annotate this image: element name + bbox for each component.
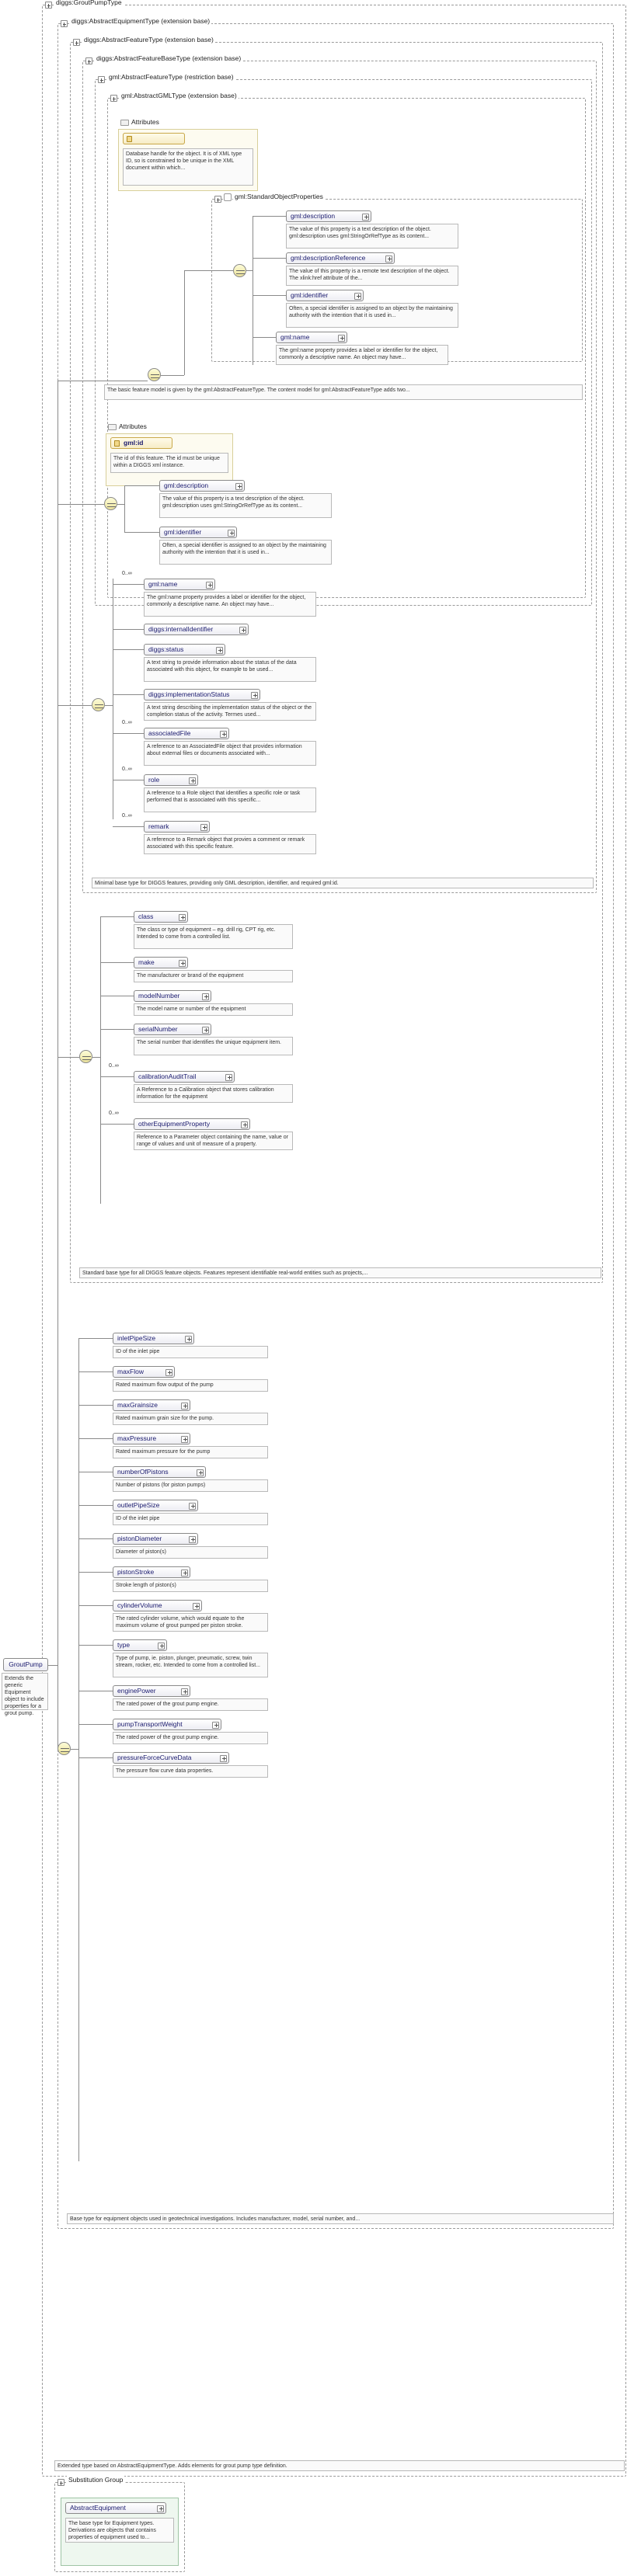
element-make-doc: The manufacturer or brand of the equipment — [134, 970, 293, 982]
group-label-abstract-equipment-type: diggs:AbstractEquipmentType (extension base) — [71, 17, 211, 25]
expand-icon[interactable] — [235, 483, 242, 490]
expand-icon[interactable] — [165, 1369, 172, 1376]
expand-icon[interactable] — [181, 1436, 188, 1443]
element-outlet-pipe-size-doc: ID of the inlet pipe — [113, 1513, 268, 1525]
expander-abstract-feature-base-type[interactable] — [85, 57, 92, 64]
footer-abstract-equipment-type: Base type for equipment objects used in geotechnical investigations. Includes manufacturer, model, serial number, and... — [67, 2213, 614, 2224]
element-max-grainsize-doc: Rated maximum grain size for the pump. — [113, 1413, 268, 1425]
expander-abstract-feature-type[interactable] — [73, 39, 80, 46]
group-label-abstract-feature-type: diggs:AbstractFeatureType (extension base) — [84, 36, 214, 43]
sequence-connector-grout-pump — [57, 1742, 71, 1755]
expand-icon[interactable] — [220, 1755, 227, 1762]
expand-icon[interactable] — [202, 1027, 209, 1034]
expand-icon[interactable] — [197, 1469, 204, 1476]
occurrence-role: 0..∞ — [122, 767, 132, 772]
connector-line — [113, 649, 144, 650]
expander-standard-object-properties[interactable] — [214, 196, 221, 203]
connector-line — [78, 1438, 113, 1439]
connector-line — [246, 270, 253, 271]
expander-substitution-group[interactable] — [57, 2479, 64, 2486]
element-max-flow[interactable]: maxFlow — [113, 1366, 175, 1378]
element-max-grainsize[interactable]: maxGrainsize — [113, 1399, 190, 1411]
element-gml-name-sop[interactable]: gml:name — [276, 332, 347, 343]
connector-line — [100, 916, 101, 1204]
connector-line — [113, 584, 144, 585]
expand-icon[interactable] — [220, 731, 227, 738]
connector-line — [124, 532, 159, 533]
element-class[interactable]: class — [134, 911, 188, 923]
expand-icon[interactable] — [181, 1688, 188, 1695]
connector-line — [78, 1538, 113, 1539]
footer-grout-pump-type: Extended type based on AbstractEquipmentType. Adds elements for grout pump type definition. — [54, 2460, 625, 2471]
expand-icon[interactable] — [193, 1603, 200, 1610]
element-outlet-pipe-size[interactable]: outletPipeSize — [113, 1500, 198, 1511]
occurrence-other-equipment-property: 0..∞ — [109, 1111, 119, 1116]
icon-group-standard-object-properties — [224, 193, 232, 201]
element-cylinder-volume[interactable]: cylinderVolume — [113, 1600, 202, 1611]
expand-icon[interactable] — [225, 1074, 232, 1081]
expand-icon[interactable] — [185, 1336, 192, 1343]
connector-line — [253, 216, 286, 217]
element-serial-number-doc: The serial number that identifies the unique equipment item. — [134, 1037, 293, 1055]
expand-icon[interactable] — [241, 1121, 248, 1128]
element-max-flow-doc: Rated maximum flow output of the pump — [113, 1379, 268, 1392]
sequence-connector-diggs-feature — [92, 698, 105, 711]
element-other-equipment-property[interactable]: otherEquipmentProperty — [134, 1118, 250, 1130]
element-calibration-audit-trail-doc: A Reference to a Calibration object that stores calibration information for the equipment — [134, 1084, 293, 1103]
connector-line — [253, 258, 286, 259]
footer-abstract-feature-base-type: Minimal base type for DIGGS features, providing only GML description, identifier, and required gml:id. — [92, 878, 594, 888]
expander-grout-pump-type[interactable] — [45, 2, 52, 9]
connector-line — [57, 705, 92, 706]
element-class-doc: The class or type of equipment – eg. drill rig, CPT rig, etc. Intended to come from a controlled list. — [134, 924, 293, 949]
connector-line — [100, 1124, 134, 1125]
occurrence-calibration-audit-trail: 0..∞ — [109, 1063, 119, 1069]
element-number-of-pistons[interactable]: numberOfPistons — [113, 1466, 206, 1478]
expand-icon[interactable] — [157, 2505, 164, 2512]
expand-icon[interactable] — [354, 293, 361, 300]
element-gml-description-reference[interactable]: gml:descriptionReference — [286, 252, 395, 264]
expander-gml-abstract-gml-type[interactable] — [110, 95, 117, 102]
connector-line — [78, 1371, 113, 1372]
expand-icon[interactable] — [206, 582, 213, 589]
sequence-connector-standard-object-properties — [233, 264, 246, 277]
connector-line — [100, 1076, 134, 1077]
element-associated-file[interactable]: associatedFile — [144, 728, 229, 739]
root-node-grout-pump[interactable]: GroutPump — [3, 1658, 48, 1671]
element-cylinder-volume-doc: The rated cylinder volume, which would equate to the maximum volume of grout pumped per piston stroke. — [113, 1613, 268, 1632]
element-gml-description-sop[interactable]: gml:description — [286, 210, 371, 222]
expander-abstract-equipment-type[interactable] — [61, 20, 68, 27]
folder-icon — [108, 424, 117, 430]
element-pump-transport-weight[interactable]: pumpTransportWeight — [113, 1719, 221, 1730]
expand-icon[interactable] — [251, 692, 258, 699]
element-abstract-equipment-doc: The base type for Equipment types. Derivations are objects that contains properties of equipment used to... — [65, 2518, 174, 2543]
expand-icon[interactable] — [179, 914, 186, 921]
element-role-doc: A reference to a Role object that identifies a specific role or task performed that is associated with this specific... — [144, 787, 316, 812]
element-role[interactable]: role — [144, 774, 198, 786]
connector-line — [100, 916, 134, 917]
element-piston-diameter[interactable]: pistonDiameter — [113, 1533, 198, 1545]
expand-icon[interactable] — [181, 1403, 188, 1410]
element-pump-transport-weight-doc: The rated power of the grout pump engine. — [113, 1732, 268, 1744]
connector-line — [184, 270, 233, 271]
element-gml-identifier-sop-doc: Often, a special identifier is assigned to an object by the maintaining authority with the intention that it is used in... — [286, 303, 458, 328]
sequence-connector-feature-base — [104, 497, 117, 510]
element-diggs-status-doc: A text string to provide information about the status of the data associated with this object, for example to be used... — [144, 657, 316, 682]
expand-icon[interactable] — [239, 627, 246, 634]
connector-line — [78, 1645, 113, 1646]
element-diggs-implementation-status-doc: A text string describing the implementation status of the object or the completion status of the activity. Termes used... — [144, 702, 316, 721]
element-gml-description-reference-doc: The value of this property is a remote text description of the object. The xlink:href attribute of the... — [286, 266, 458, 286]
group-label-standard-object-properties: gml:StandardObjectProperties — [235, 193, 323, 200]
element-inlet-pipe-size[interactable]: inletPipeSize — [113, 1333, 194, 1344]
element-other-equipment-property-doc: Reference to a Parameter object containing the name, value or range of values and unit of measure of a property. — [134, 1132, 293, 1150]
connector-line — [161, 375, 184, 376]
element-type[interactable]: type — [113, 1639, 167, 1651]
group-label-abstract-feature-base-type: diggs:AbstractFeatureBaseType (extension base) — [96, 54, 242, 62]
element-remark[interactable]: remark — [144, 821, 210, 833]
element-piston-stroke-doc: Stroke length of piston(s) — [113, 1580, 268, 1592]
expand-icon[interactable] — [200, 824, 207, 831]
connector-line — [184, 270, 185, 375]
element-engine-power-doc: The rated power of the grout pump engine. — [113, 1698, 268, 1711]
element-abstract-equipment[interactable]: AbstractEquipment — [65, 2502, 166, 2514]
lock-icon — [114, 440, 120, 447]
connector-line — [253, 295, 286, 296]
occurrence-remark: 0..∞ — [122, 813, 132, 819]
element-diggs-implementation-status[interactable]: diggs:implementationStatus — [144, 689, 260, 700]
connector-line — [57, 504, 104, 505]
group-label-gml-abstract-gml-type: gml:AbstractGMLType (extension base) — [121, 92, 237, 99]
connector-line — [100, 1029, 134, 1030]
connector-line — [92, 1057, 100, 1058]
element-engine-power[interactable]: enginePower — [113, 1685, 190, 1697]
element-number-of-pistons-doc: Number of pistons (for piston pumps) — [113, 1479, 268, 1492]
attribute-gml-id-2-lock — [110, 437, 172, 449]
expand-icon[interactable] — [385, 256, 392, 262]
connector-line — [253, 337, 276, 338]
connector-line — [117, 504, 124, 505]
element-serial-number[interactable]: serialNumber — [134, 1024, 211, 1035]
expand-icon[interactable] — [338, 335, 345, 342]
element-gml-name-doc: The gml:name property provides a label or identifier for the object, commonly a descriptive name. An object may have... — [144, 592, 316, 617]
expand-icon[interactable] — [216, 647, 223, 654]
expand-icon[interactable] — [181, 1570, 188, 1577]
element-associated-file-doc: A reference to an AssociatedFile object that provides information about external files or documents associated with... — [144, 741, 316, 766]
element-model-number-doc: The model name or number of the equipment — [134, 1003, 293, 1016]
connector-line — [78, 1724, 113, 1725]
connector-line — [124, 485, 159, 486]
sequence-connector-gml-abstract-gml-type — [148, 368, 161, 381]
occurrence-associated-file: 0..∞ — [122, 720, 132, 725]
lock-icon — [127, 136, 132, 142]
attributes-header-2: Attributes — [108, 422, 147, 430]
connector-line — [78, 1338, 113, 1339]
element-gml-identifier-fb-doc: Often, a special identifier is assigned to an object by the maintaining authority with the intention that it is used in... — [159, 540, 332, 565]
element-piston-stroke[interactable]: pistonStroke — [113, 1566, 190, 1578]
expander-gml-abstract-feature-type[interactable] — [98, 76, 105, 83]
expand-icon[interactable] — [179, 960, 186, 967]
connector-line — [78, 1405, 113, 1406]
connector-line — [105, 705, 113, 706]
element-gml-identifier-sop[interactable]: gml:identifier — [286, 290, 364, 301]
connector-line — [71, 1749, 78, 1750]
connector-line — [113, 694, 144, 695]
element-model-number[interactable]: modelNumber — [134, 990, 211, 1002]
folder-icon — [120, 120, 129, 126]
connector-line — [113, 826, 144, 827]
connector-line — [57, 381, 58, 1749]
element-diggs-internal-identifier[interactable]: diggs:internalIdentifier — [144, 624, 249, 635]
sequence-connector-equipment — [79, 1050, 92, 1063]
expand-icon[interactable] — [158, 1643, 165, 1650]
element-gml-identifier-fb[interactable]: gml:identifier — [159, 527, 237, 538]
element-max-pressure[interactable]: maxPressure — [113, 1433, 190, 1444]
substitution-group-header: Substitution Group — [68, 2476, 124, 2484]
element-gml-description-sop-doc: The value of this property is a text description of the object. gml:description uses gml:StringOrRefType as its content... — [286, 224, 458, 249]
connector-line — [78, 1505, 113, 1506]
element-pressure-force-curve-data-doc: The pressure flow curve data properties. — [113, 1765, 268, 1778]
footer-gml-abstract-feature-type: The basic feature model is given by the gml:AbstractFeatureType. The content model for gml:AbstractFeatureType adds two... — [104, 384, 583, 400]
element-gml-description-fb-doc: The value of this property is a text description of the object. gml:description uses gml:StringOrRefType as its content... — [159, 493, 332, 518]
connector-line — [78, 1572, 113, 1573]
element-make[interactable]: make — [134, 957, 188, 968]
element-type-doc: Type of pump, ie. piston, plunger, pneumatic, screw, twin stream, rocker, etc. Intended to come from a controlled list... — [113, 1653, 268, 1677]
element-inlet-pipe-size-doc: ID of the inlet pipe — [113, 1346, 268, 1358]
expand-icon[interactable] — [189, 1536, 196, 1543]
occurrence-gml-name: 0..∞ — [122, 571, 132, 576]
attributes-header-1: Attributes — [120, 118, 159, 126]
expand-icon[interactable] — [189, 1503, 196, 1510]
group-label-gml-abstract-feature-type: gml:AbstractFeatureType (restriction base) — [109, 73, 234, 81]
element-pressure-force-curve-data[interactable]: pressureForceCurveData — [113, 1752, 229, 1764]
connector-line — [78, 1338, 79, 2161]
expand-icon[interactable] — [189, 777, 196, 784]
connector-line — [113, 733, 144, 734]
element-gml-description-fb[interactable]: gml:description — [159, 480, 245, 492]
expand-icon[interactable] — [228, 530, 235, 537]
element-gml-name[interactable]: gml:name — [144, 579, 215, 590]
connector-line — [57, 1057, 79, 1058]
element-remark-doc: A reference to a Remark object that provies a comment or remark associated with this specific feature. — [144, 834, 316, 854]
expand-icon[interactable] — [212, 1722, 219, 1729]
connector-line — [124, 485, 125, 532]
root-node-doc: Extends the generic Equipment object to include properties for a grout pump. — [2, 1673, 48, 1710]
element-gml-name-sop-doc: The gml:name property provides a label or identifier for the object, commonly a descriptive name. An object may have... — [276, 345, 448, 365]
connector-line — [48, 1665, 57, 1666]
connector-line — [78, 1757, 113, 1758]
connector-line — [78, 1605, 113, 1606]
expand-icon[interactable] — [362, 214, 369, 221]
element-diggs-status[interactable]: diggs:status — [144, 644, 225, 655]
group-label-grout-pump-type: diggs:GroutPumpType — [56, 0, 122, 6]
element-piston-diameter-doc: Diameter of piston(s) — [113, 1546, 268, 1559]
element-max-pressure-doc: Rated maximum pressure for the pump — [113, 1446, 268, 1458]
connector-line — [113, 629, 144, 630]
expand-icon[interactable] — [202, 993, 209, 1000]
element-calibration-audit-trail[interactable]: calibrationAuditTrail — [134, 1071, 235, 1083]
footer-diggs-abstract-feature-type: Standard base type for all DIGGS feature objects. Features represent identifiable real-world entities such as projects,... — [79, 1267, 601, 1278]
attribute-gml-id-1-box[interactable] — [123, 133, 185, 144]
connector-line — [100, 962, 134, 963]
attribute-gml-id-1-doc: Database handle for the object. It is of XML type ID, so is constrained to be unique in the XML document within which... — [123, 148, 253, 186]
attribute-gml-id-2[interactable]: gml:id — [110, 437, 172, 449]
attribute-gml-id-2-doc: The id of this feature. The id must be unique within a DIGGS xml instance. — [110, 453, 228, 473]
